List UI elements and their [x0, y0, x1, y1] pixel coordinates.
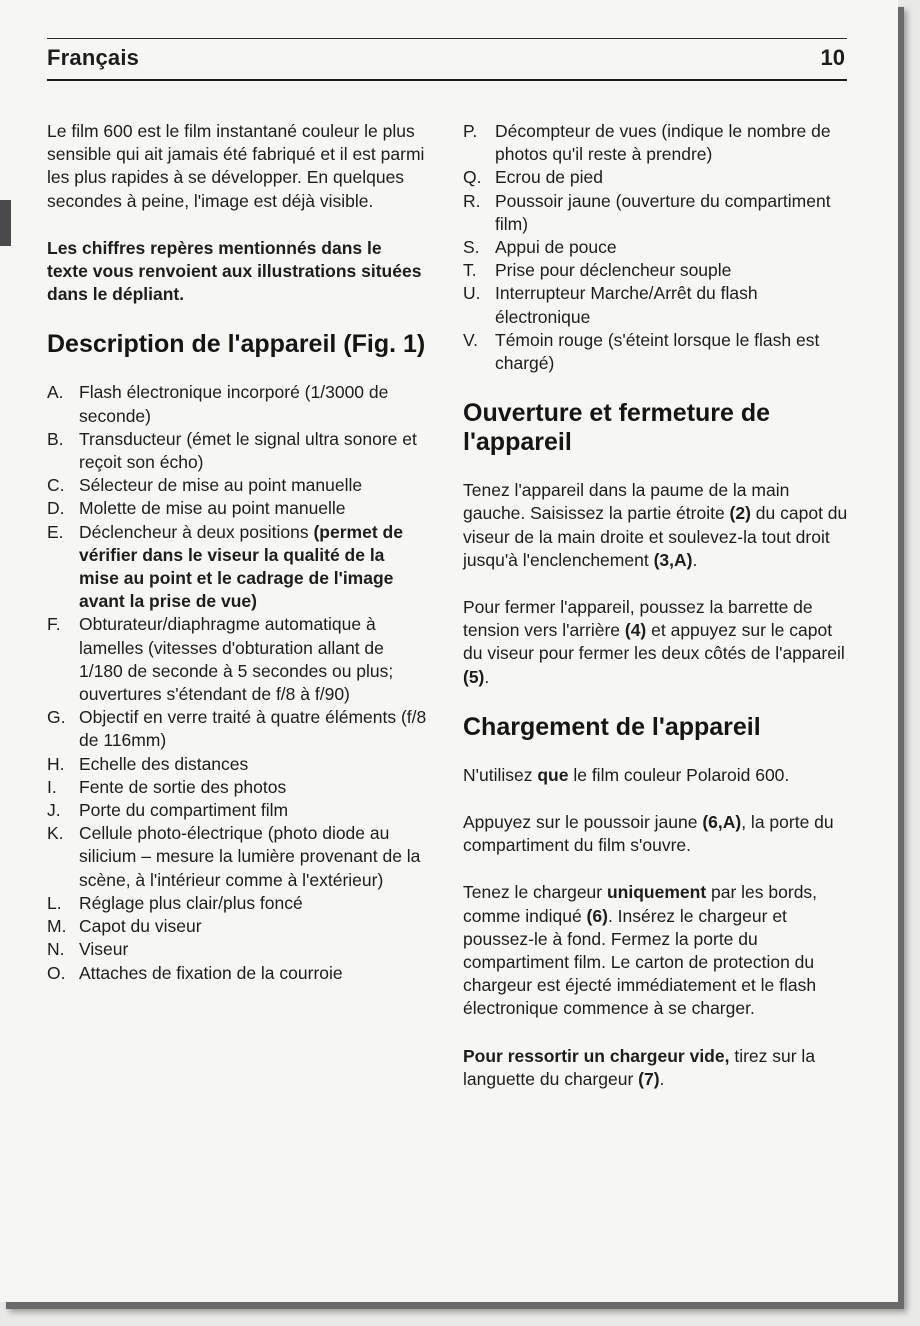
text-run: tirez sur la languette du chargeur — [463, 1045, 816, 1089]
item-text: Prise pour déclencheur souple — [495, 260, 732, 281]
list-item — [463, 282, 848, 328]
page-header — [47, 38, 847, 81]
item-letter: S. — [463, 237, 480, 258]
item-text: Echelle des distances — [79, 753, 249, 774]
emphasis: que — [537, 764, 569, 785]
figure-ref: (4) — [624, 620, 647, 641]
text-run: . Insérez le chargeur et poussez-le à fond. Fermez la porte du compartiment film. Le carton de protection du chargeur est éjecté immédiatement et le flash électronique commence à se charger. — [463, 905, 817, 1019]
item-text: Obturateur/diaphragme automatique à lamelles (vitesses d'obturation allant de 1/180 de seconde à 5 secondes ou plus; ouvertures s'étendant de f/8 à f/90) — [79, 614, 394, 705]
description-heading: Description de l'appareil (Fig. 1) — [47, 330, 426, 359]
item-text: Interrupteur Marche/Arrêt du flash électronique — [495, 283, 758, 327]
item-text: Porte du compartiment film — [79, 800, 289, 821]
left-column — [47, 120, 427, 1009]
list-item — [463, 236, 848, 259]
item-text: Réglage plus clair/plus foncé — [79, 892, 303, 913]
item-text: Molette de mise au point manuelle — [79, 498, 346, 519]
figure-ref: (2) — [729, 503, 751, 524]
item-text: Sélecteur de mise au point manuelle — [79, 475, 363, 496]
item-letter: G. — [47, 707, 66, 728]
loading-paragraph-3 — [463, 881, 848, 1020]
opening-heading: Ouverture et fermeture de l'appareil — [463, 399, 771, 457]
list-item — [47, 753, 427, 776]
opening-paragraph-1 — [463, 479, 848, 572]
item-letter: H. — [47, 753, 65, 774]
text-run: Appuyez sur le poussoir jaune — [463, 812, 703, 833]
list-item — [47, 706, 427, 752]
item-text: Viseur — [79, 939, 129, 960]
item-letter: C. — [47, 475, 65, 496]
figure-ref: (6) — [586, 905, 608, 926]
text-run: par les bords, comme indiqué — [463, 882, 818, 926]
item-letter: V. — [463, 329, 478, 350]
list-item — [47, 776, 427, 799]
list-item — [47, 381, 427, 427]
item-text: Capot du viseur — [79, 916, 202, 937]
list-item — [47, 892, 427, 915]
text-run: et appuyez sur le capot du viseur pour fermer les deux côtés de l'appareil — [463, 620, 845, 664]
list-item — [47, 915, 427, 938]
text-run: , la porte du compartiment du film s'ouvre. — [463, 812, 834, 856]
list-item — [47, 428, 427, 474]
emphasis: uniquement — [606, 882, 707, 903]
parts-list-continued — [463, 120, 848, 375]
text-run: . — [659, 1068, 665, 1089]
item-text: Décompteur de vues (indique le nombre de photos qu'il reste à prendre) — [495, 121, 831, 165]
item-text: Appui de pouce — [495, 237, 617, 258]
item-text: Attaches de fixation de la courroie — [79, 962, 343, 983]
item-text: Objectif en verre traité à quatre éléments (f/8 de 116mm) — [79, 707, 427, 751]
item-bold-text: (permet de vérifier dans le viseur la qualité de la mise au point et le cadrage de l'image avant la prise de vue) — [79, 521, 403, 612]
bold-note: Les chiffres repères mentionnés dans le texte vous renvoient aux illustrations situées dans le dépliant. — [47, 237, 422, 305]
list-item — [463, 329, 848, 375]
right-column — [463, 120, 848, 1115]
item-text: Fente de sortie des photos — [79, 776, 287, 797]
text-run: du capot du viseur de la main droite et soulevez-la tout droit jusqu'à l'enclenchement — [463, 503, 848, 570]
text-run: . — [484, 666, 490, 687]
list-item — [47, 799, 427, 822]
loading-paragraph-4 — [463, 1045, 848, 1091]
list-item — [47, 474, 427, 497]
text-run: . — [692, 549, 698, 570]
opening-paragraph-2 — [463, 596, 848, 689]
item-letter: R. — [463, 190, 481, 211]
item-text: Témoin rouge (s'éteint lorsque le flash est chargé) — [495, 329, 820, 374]
item-letter: F. — [47, 614, 61, 635]
item-letter: J. — [47, 800, 61, 821]
list-item — [47, 613, 427, 706]
figure-ref: (6,A) — [702, 812, 742, 833]
item-letter: U. — [463, 283, 481, 304]
item-letter: M. — [47, 916, 67, 937]
item-letter: Q. — [463, 167, 482, 188]
item-text: Transducteur (émet le signal ultra sonore et reçoit son écho) — [79, 428, 417, 473]
emphasis: Pour ressortir un chargeur vide, — [463, 1045, 730, 1066]
loading-heading: Chargement de l'appareil — [463, 712, 761, 741]
list-item — [47, 497, 427, 520]
text-run: Tenez l'appareil dans la paume de la main gauche. Saisissez la partie étroite — [463, 480, 790, 524]
list-item — [47, 962, 427, 985]
item-letter: L. — [47, 892, 62, 913]
text-run: N'utilisez — [463, 764, 538, 785]
item-letter: B. — [47, 428, 64, 449]
intro-paragraph: Le film 600 est le film instantané couleur le plus sensible qui ait jamais été fabriqué et il est parmi les plus rapides à se développer. En quelques secondes à peine, l'image est déjà visible. — [47, 121, 425, 211]
item-text: Cellule photo-électrique (photo diode au silicium – mesure la lumière provenant de la scène, à l'intérieur comme à l'extérieur) — [79, 823, 421, 890]
item-letter: D. — [47, 498, 65, 519]
item-letter: E. — [47, 521, 64, 542]
item-text: Poussoir jaune (ouverture du compartiment film) — [495, 190, 831, 234]
list-item — [47, 938, 427, 961]
figure-ref: (3,A) — [653, 549, 693, 570]
text-run: Tenez le chargeur — [463, 882, 607, 903]
item-text: Ecrou de pied — [495, 167, 603, 188]
list-item — [47, 822, 427, 892]
edge-tab-mark — [0, 200, 11, 246]
figure-ref: (5) — [463, 666, 485, 687]
loading-paragraph-2 — [463, 811, 848, 857]
loading-paragraph-1 — [463, 764, 848, 787]
text-run: le film couleur Polaroid 600. — [568, 764, 790, 785]
item-letter: A. — [47, 382, 64, 403]
list-item — [463, 120, 848, 166]
list-item — [463, 190, 848, 236]
list-item — [47, 521, 427, 614]
item-text: Flash électronique incorporé (1/3000 de seconde) — [79, 382, 389, 426]
item-letter: I. — [47, 776, 57, 797]
parts-list — [47, 381, 427, 984]
list-item — [463, 259, 848, 282]
item-letter: O. — [47, 962, 66, 983]
item-letter: N. — [47, 939, 65, 960]
list-item — [463, 166, 848, 189]
figure-ref: (7) — [638, 1068, 660, 1089]
item-letter: K. — [47, 823, 64, 844]
language-title: Français — [47, 45, 140, 70]
item-letter: T. — [463, 260, 477, 281]
item-letter: P. — [463, 121, 478, 141]
page-number: 10 — [820, 45, 845, 70]
item-text: Déclencheur à deux positions — [79, 521, 309, 542]
text-run: Pour fermer l'appareil, poussez la barrette de tension vers l'arrière — [463, 597, 813, 641]
